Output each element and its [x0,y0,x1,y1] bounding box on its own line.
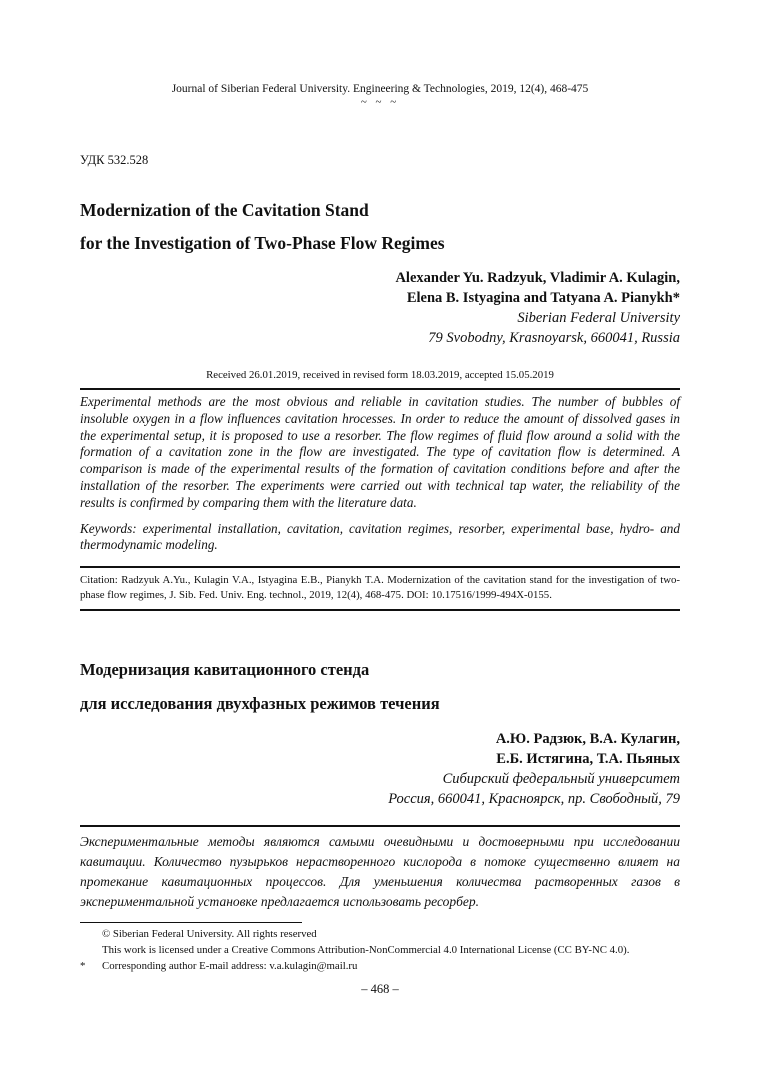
affiliation-ru-line2: Россия, 660041, Красноярск, пр. Свободный, 79 [388,791,680,808]
affiliation-en-line2: 79 Svobodny, Krasnoyarsk, 660041, Russia [428,330,680,346]
page-number: – 468 – [361,982,399,997]
footnote-divider [80,922,302,923]
footnote-asterisk: * [80,960,86,973]
journal-header-line: Journal of Siberian Federal University. Engineering & Technologies, 2019, 12(4), 468-475 [171,83,589,95]
article-title-ru [80,653,680,721]
article-title-ru-line1: Модернизация кавитационного стенда [80,660,370,680]
udc-code: УДК 532.528 [80,153,149,167]
abstract-ru: Экспериментальные методы являются самыми очевидными и достоверными при исследовании кавитации. Количество пузырьков нерастворенного кислорода в потоке существенно влияет на протекание кавитационных процессов. Для уменьшения количества растворенных газов в экспериментальной установке предлагается использовать ресорбер. [80,834,680,910]
corresponding-author-line: Corresponding author E-mail address: v.a.kulagin@mail.ru [102,960,358,973]
authors-en-line1: Alexander Yu. Radzyuk, Vladimir A. Kulagin, [395,270,680,286]
authors-ru-line1: А.Ю. Радзюк, В.А. Кулагин, [495,731,680,748]
running-head [80,82,680,108]
divider-above-abstract [80,388,680,390]
citation-block: Citation: Radzyuk A.Yu., Kulagin V.A., Istyagina E.B., Pianykh T.A. Modernization of the cavitation stand for the investigation of two-phase flow regimes, J. Sib. Fed. Univ. Eng. technol., 2019, 12(4), 468-475. DOI: 10.17516/1999-494X-0155. [80,574,680,602]
abstract-en: Experimental methods are the most obvious and reliable in cavitation studies. The number of bubbles of insoluble oxygen in a flow influences cavitation hrocesses. In order to reduce the amount of dissolved gases in the experimental setup, it is proposed to use a resorber. The flow regimes of fluid flow around a solid with the formation of a cavitation zone in the flow are investigated. The type of cavitation flow is determined. A comparison is made of the experimental results of the formation of cavitation conditions before and after the installation of the resorber. The experiments were carried out with technical tap water, the reliability of the results is confirmed by comparing them with the literature data. [80,394,680,510]
footnote-lines [80,926,680,974]
authors-ru-line2: Е.Б. Истягина, Т.А. Пьяных [496,751,680,768]
authors-block-ru [80,729,680,809]
divider-below-citation [80,609,680,611]
received-dates-line: Received 26.01.2019, received in revised form 18.03.2019, accepted 15.05.2019 [206,369,554,381]
article-title-ru-line2: для исследования двухфазных режимов течения [80,694,440,714]
affiliation-ru-line1: Сибирский федеральный университет [442,771,680,788]
authors-block-en [80,268,680,348]
article-title-en-line1: Modernization of the Cavitation Stand [80,200,369,220]
copyright-line: © Siberian Federal University. All rights reserved [102,928,317,941]
authors-en-line2: Elena B. Istyagina and Tatyana A. Pianykh* [406,290,680,306]
divider-above-abstract-ru [80,825,680,827]
article-title-en [80,194,680,260]
keywords-en: Keywords: experimental installation, cavitation, cavitation regimes, resorber, experimental base, hydro- and thermodynamic modeling. [80,520,680,553]
footnote-block [80,922,680,974]
license-line: This work is licensed under a Creative Commons Attribution-NonCommercial 4.0 International License (CC BY-NC 4.0). [102,944,630,957]
affiliation-en-line1: Siberian Federal University [517,310,680,326]
article-title-en-line2: for the Investigation of Two-Phase Flow Regimes [80,233,445,253]
tilde-separator: ~ ~ ~ [360,96,400,108]
